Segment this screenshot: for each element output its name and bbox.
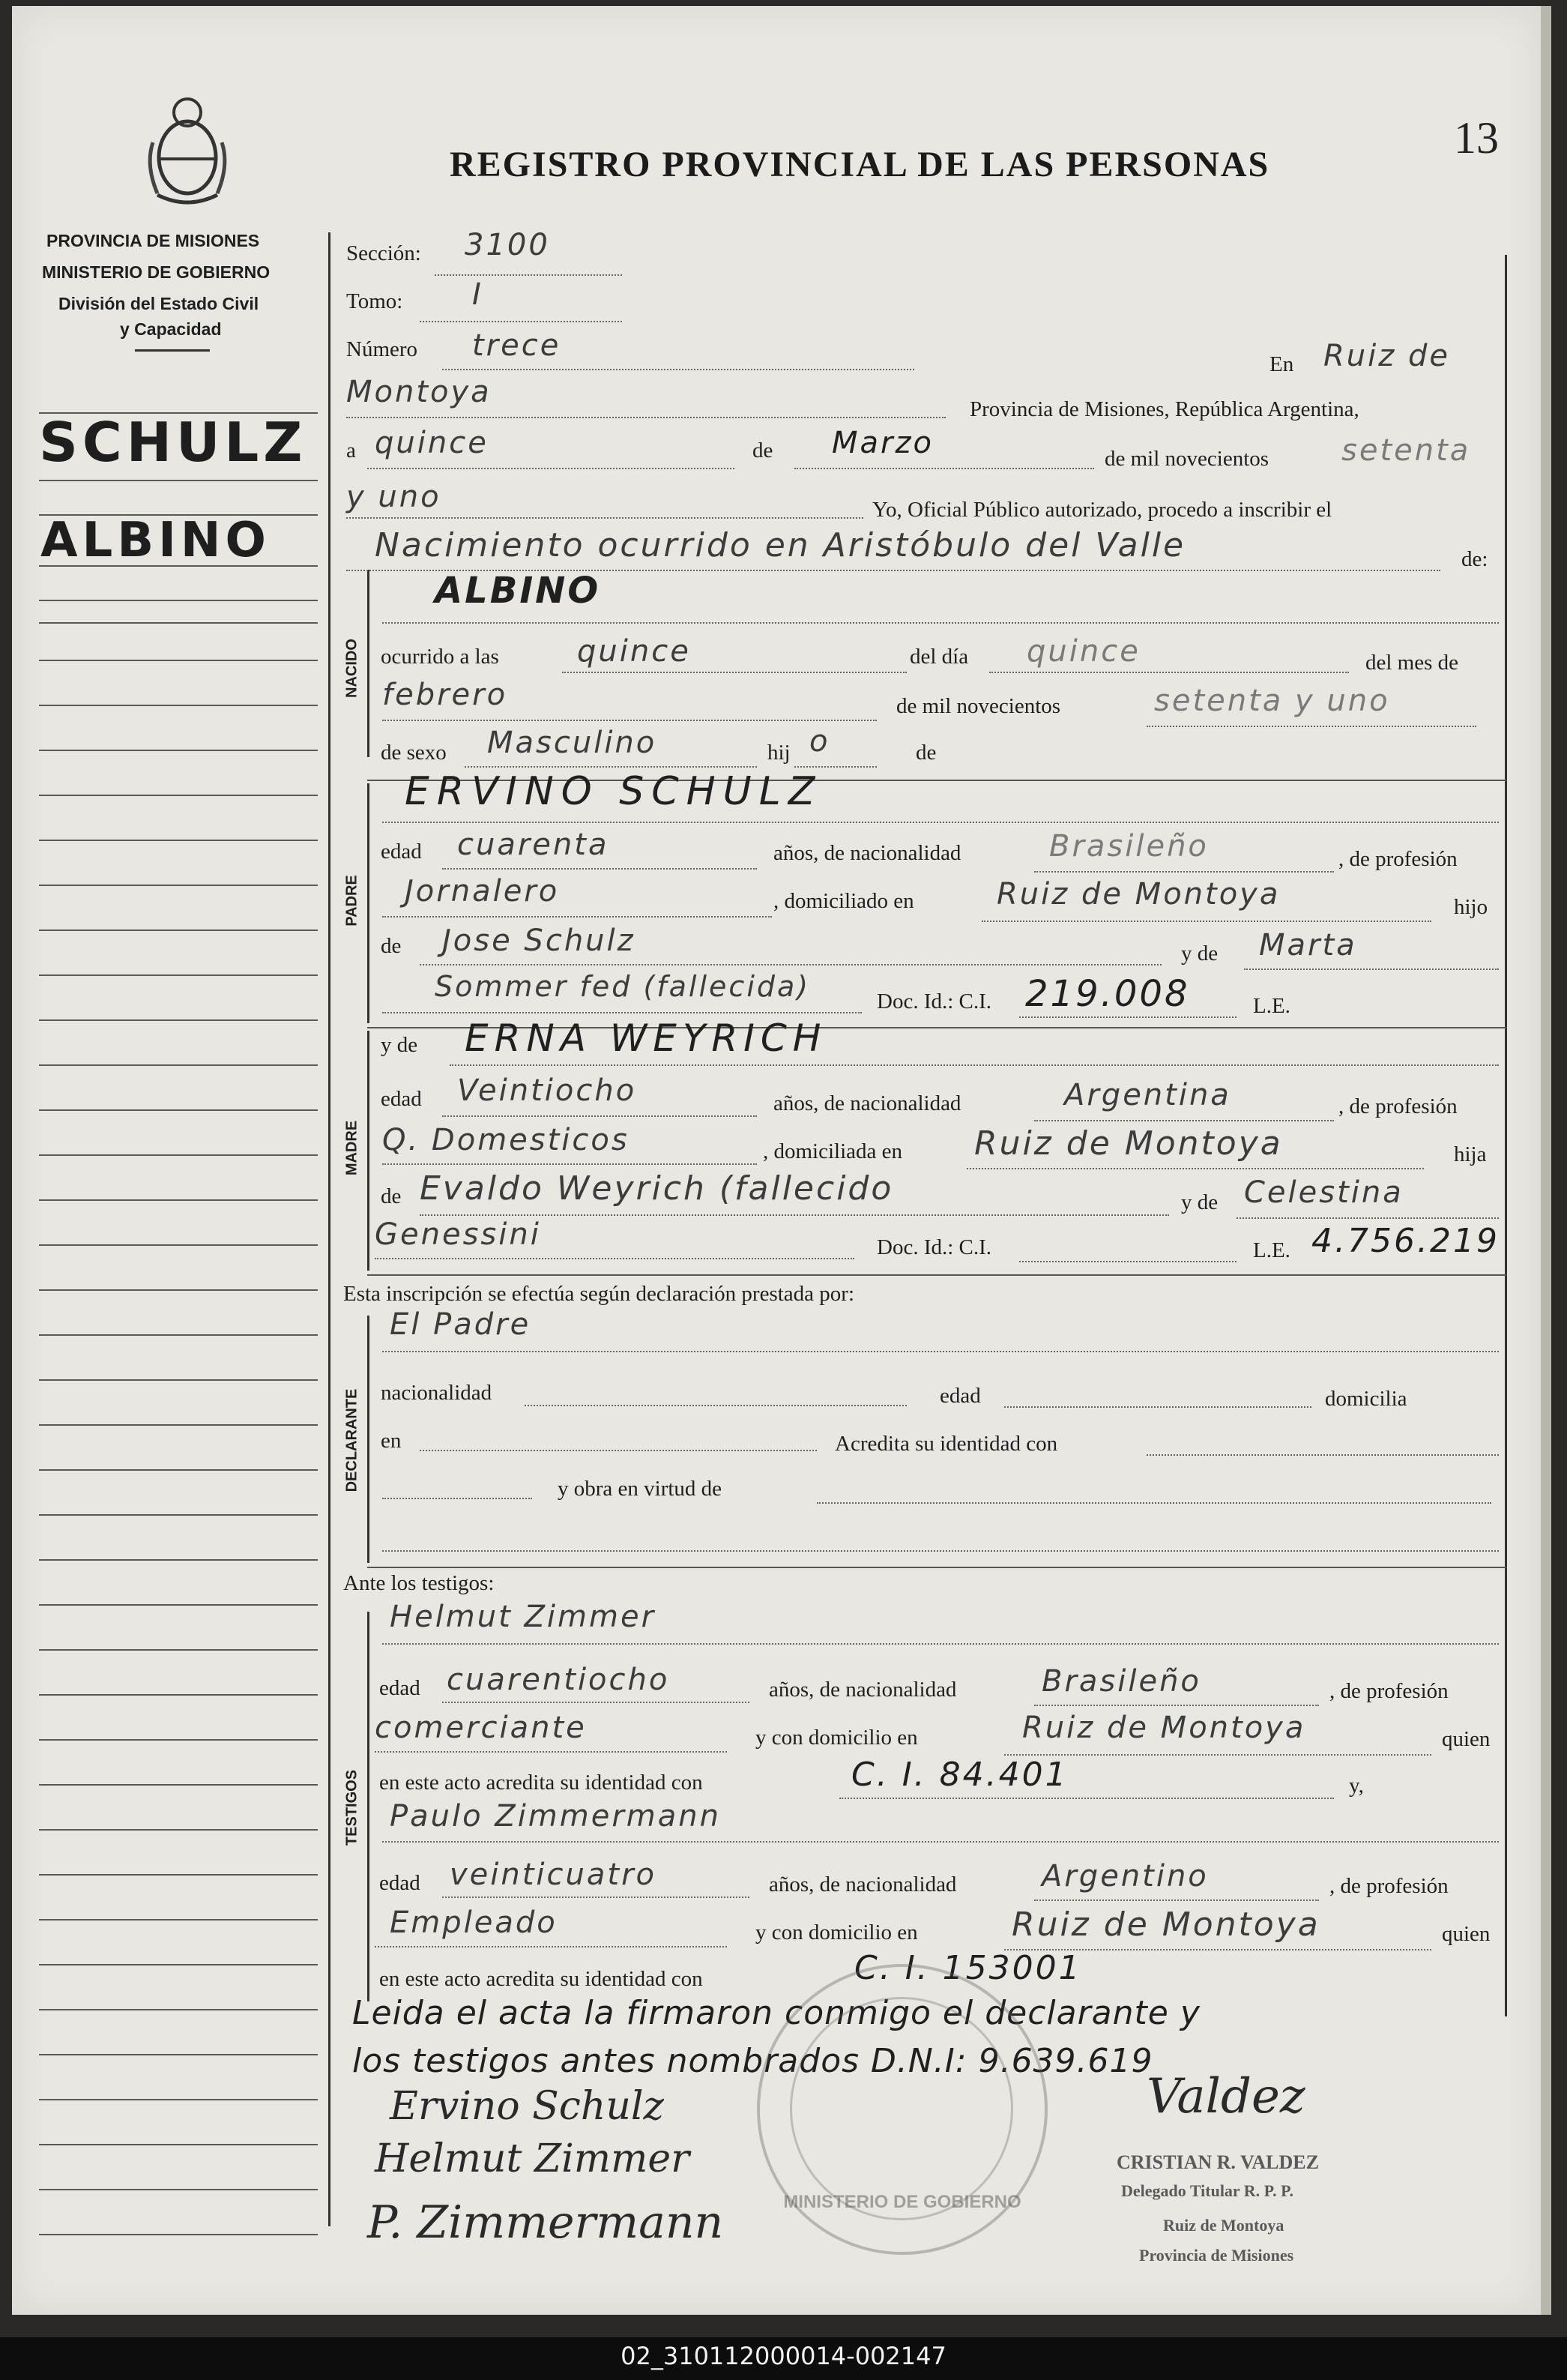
section-declarante: DECLARANTE	[343, 1388, 360, 1492]
label-ocurrido: ocurrido a las	[381, 645, 499, 669]
margin-line	[39, 1874, 318, 1876]
margin-line	[39, 885, 318, 886]
label-domiciliada: , domiciliada en	[763, 1139, 903, 1163]
margin-line	[39, 1514, 318, 1516]
dotted-line	[382, 1012, 862, 1013]
label-acredita: Acredita su identidad con	[835, 1432, 1058, 1456]
dotted-line	[1019, 1261, 1237, 1262]
label-profesion-t2: , de profesión	[1329, 1874, 1449, 1898]
dotted-line	[382, 720, 877, 721]
margin-line	[39, 795, 318, 796]
province-label: PROVINCIA DE MISIONES	[46, 231, 260, 250]
margin-line	[39, 1199, 318, 1201]
value-abuela-pat-2: Sommer fed (fallecida)	[435, 970, 811, 1003]
value-sexo: Masculino	[487, 726, 657, 760]
signature-testigo2: P. Zimmermann	[367, 2196, 724, 2249]
official-city: Ruiz de Montoya	[1163, 2216, 1284, 2235]
dotted-line	[420, 1214, 1169, 1216]
label-y-de-padre: y de	[1181, 942, 1219, 965]
margin-line	[39, 1154, 318, 1156]
margin-line	[39, 2054, 318, 2055]
margin-line	[39, 974, 318, 976]
margin-line	[39, 1739, 318, 1741]
value-testigo2-nombre: Paulo Zimmermann	[390, 1799, 721, 1834]
testigos-bracket	[367, 1612, 369, 2001]
dotted-line	[420, 321, 622, 322]
section-nacido: NACIDO	[343, 639, 360, 698]
stamp-text: MINISTERIO DE GOBIERNO	[783, 2192, 1021, 2212]
value-testigo2-dom: Ruiz de Montoya	[1012, 1905, 1320, 1944]
value-testigo1-prof: comerciante	[375, 1711, 587, 1745]
dotted-line	[382, 1643, 1499, 1645]
value-hij-suffix: o	[809, 724, 830, 759]
value-padre-ci: 219.008	[1025, 973, 1190, 1015]
label-quien-t1: quien	[1442, 1727, 1491, 1751]
margin-given-name: ALBINO	[40, 513, 271, 568]
dotted-line	[435, 274, 622, 276]
margin-line	[39, 2099, 318, 2100]
margin-line	[39, 622, 318, 624]
label-inscripcion: Esta inscripción se efectúa según declaración prestada por:	[343, 1282, 855, 1306]
label-le-padre: L.E.	[1253, 994, 1290, 1018]
value-madre-nac: Argentina	[1064, 1078, 1231, 1112]
margin-line	[39, 1964, 318, 1965]
dotted-line	[367, 468, 734, 469]
margin-line	[39, 565, 318, 567]
dotted-line	[525, 1405, 907, 1406]
division-label: División del Estado Civil	[58, 294, 259, 313]
label-domicilia: domicilia	[1325, 1387, 1407, 1411]
label-edad-padre: edad	[381, 840, 422, 864]
dotted-line	[346, 417, 946, 418]
label-del-dia: del día	[910, 645, 969, 669]
label-doc-madre: Doc. Id.: C.I.	[877, 1235, 992, 1259]
value-padre-edad: cuarenta	[457, 828, 609, 862]
value-padre-dom: Ruiz de Montoya	[997, 877, 1281, 912]
label-nacionalidad-decl: nacionalidad	[381, 1381, 492, 1405]
section-madre: MADRE	[343, 1120, 360, 1176]
dotted-line	[382, 622, 1499, 624]
value-testigo1-nombre: Helmut Zimmer	[390, 1600, 656, 1634]
section-divider	[367, 1567, 1506, 1568]
margin-line	[39, 1334, 318, 1336]
margin-line	[39, 1604, 318, 1606]
label-acredita-t1: en este acto acredita su identidad con	[379, 1771, 703, 1795]
label-le-madre: L.E.	[1253, 1238, 1290, 1262]
dotted-line	[562, 672, 907, 673]
label-de-abuelo: de	[381, 934, 402, 958]
label-de-mil-novecientos: de mil novecientos	[1105, 447, 1269, 471]
margin-line	[39, 1649, 318, 1651]
dotted-line	[382, 1163, 757, 1165]
margin-line	[39, 480, 318, 481]
margin-line	[39, 1019, 318, 1021]
value-testigo2-edad: veinticuatro	[450, 1858, 656, 1892]
label-nacionalidad-t1: años, de nacionalidad	[769, 1678, 957, 1702]
value-mes-nac: febrero	[382, 678, 508, 712]
label-profesion-t1: , de profesión	[1329, 1679, 1449, 1703]
label-profesion-padre: , de profesión	[1338, 847, 1458, 871]
value-dia: quince	[375, 426, 489, 460]
section-testigos: TESTIGOS	[343, 1769, 360, 1846]
margin-line	[39, 660, 318, 661]
value-numero: trece	[472, 328, 561, 363]
dotted-line	[382, 822, 1499, 823]
padre-bracket	[367, 783, 369, 1023]
value-abuelo-pat: Jose Schulz	[442, 924, 635, 958]
dotted-line	[382, 1550, 1499, 1552]
margin-line	[39, 705, 318, 706]
value-abuela-pat-1: Marta	[1259, 928, 1357, 962]
value-madre-dom: Ruiz de Montoya	[974, 1124, 1283, 1163]
value-anio-1: setenta	[1341, 433, 1471, 468]
label-ante-testigos: Ante los testigos:	[343, 1571, 495, 1595]
margin-line	[39, 1379, 318, 1381]
value-padre-prof: Jornalero	[405, 874, 560, 909]
label-edad-t2: edad	[379, 1871, 420, 1895]
dotted-line	[442, 1702, 749, 1703]
margin-line	[39, 930, 318, 931]
label-de-abuelo-mat: de	[381, 1184, 402, 1208]
dotted-line	[967, 1168, 1424, 1169]
dotted-line	[1034, 1900, 1319, 1901]
label-hijo: hijo	[1454, 895, 1488, 919]
closing-line-2: los testigos antes nombrados D.N.I: 9.639.619	[352, 2042, 1153, 2080]
margin-line	[39, 840, 318, 841]
label-del-mes: del mes de	[1365, 651, 1459, 675]
margin-line	[39, 1424, 318, 1426]
dotted-line	[442, 1897, 749, 1898]
label-numero: Número	[346, 337, 418, 361]
label-hija: hija	[1454, 1142, 1487, 1166]
label-nacionalidad-padre: años, de nacionalidad	[773, 841, 961, 865]
dotted-line	[375, 1258, 854, 1259]
margin-line	[39, 514, 318, 516]
dotted-line	[346, 517, 863, 519]
label-domiciliado: , domiciliado en	[773, 889, 914, 913]
dotted-line	[982, 921, 1431, 922]
dotted-line	[1034, 871, 1334, 873]
dotted-line	[1237, 1217, 1499, 1219]
madre-bracket	[367, 1031, 369, 1271]
label-y-de-madre: y de	[381, 1033, 418, 1057]
value-madre-le: 4.756.219	[1311, 1222, 1500, 1260]
dotted-line	[1034, 1705, 1319, 1706]
label-a: a	[346, 439, 356, 463]
margin-line	[39, 1289, 318, 1291]
label-domicilio-t2: y con domicilio en	[755, 1920, 918, 1944]
dotted-line	[450, 1064, 1499, 1066]
dotted-line	[382, 916, 772, 918]
official-role: Delegado Titular R. P. P.	[1121, 2181, 1294, 2200]
dotted-line	[382, 1841, 1499, 1843]
value-madre-nombre: ERNA WEYRICH	[465, 1016, 827, 1060]
ministry-label: MINISTERIO DE GOBIERNO	[42, 262, 271, 282]
official-name: CRISTIAN R. VALDEZ	[1117, 2151, 1319, 2173]
dotted-line	[375, 1946, 727, 1947]
closing-line-1: Leida el acta la firmaron conmigo el declarante y	[352, 1994, 1201, 2032]
value-testigo2-nac: Argentino	[1042, 1859, 1209, 1894]
official-stamp	[757, 1964, 1048, 2255]
label-edad-decl: edad	[940, 1384, 981, 1408]
signature-declarante: Ervino Schulz	[390, 2084, 664, 2129]
right-rule	[1505, 255, 1507, 2016]
value-testigo2-prof: Empleado	[390, 1905, 558, 1940]
signature-testigo1: Helmut Zimmer	[375, 2136, 689, 2181]
dotted-line	[989, 672, 1349, 673]
section-divider	[367, 1274, 1506, 1276]
value-testigo1-ci: C. I. 84.401	[851, 1756, 1069, 1794]
dotted-line	[1147, 726, 1476, 727]
header-divider	[135, 349, 210, 352]
signature-oficial: Valdez	[1147, 2069, 1305, 2124]
dotted-line	[1244, 968, 1499, 970]
label-en-decl: en	[381, 1429, 402, 1453]
margin-line	[39, 2189, 318, 2190]
dotted-line	[1147, 1454, 1499, 1456]
margin-rule	[328, 232, 330, 2226]
margin-line	[39, 412, 318, 414]
margin-line	[39, 1109, 318, 1111]
value-anio-2: y uno	[346, 480, 441, 514]
label-edad-madre: edad	[381, 1087, 422, 1111]
dotted-line	[442, 369, 914, 370]
value-abuela-mat-1: Celestina	[1244, 1175, 1404, 1210]
value-padre-nombre: ERVINO SCHULZ	[405, 769, 823, 814]
label-provincia: Provincia de Misiones, República Argentina,	[970, 397, 1359, 421]
dotted-line	[1004, 1406, 1311, 1408]
value-anio-nac: setenta y uno	[1154, 684, 1390, 718]
margin-line	[39, 1694, 318, 1696]
dotted-line	[382, 1498, 532, 1499]
value-acto: Nacimiento ocurrido en Aristóbulo del Valle	[375, 526, 1186, 564]
margin-line	[39, 600, 318, 601]
margin-line	[39, 750, 318, 751]
value-seccion: 3100	[465, 228, 550, 262]
dotted-line	[382, 1351, 1499, 1352]
dotted-line	[1019, 1016, 1237, 1018]
label-y-obra: y obra en virtud de	[558, 1477, 722, 1501]
label-en: En	[1269, 352, 1294, 376]
dotted-line	[442, 868, 757, 870]
label-mil-novecientos-nac: de mil novecientos	[896, 694, 1061, 718]
value-madre-prof: Q. Domesticos	[382, 1123, 629, 1157]
value-abuela-mat-2: Genessini	[375, 1217, 541, 1252]
dotted-line	[442, 1115, 757, 1117]
value-madre-edad: Veintiocho	[457, 1073, 637, 1108]
label-domicilio-t1: y con domicilio en	[755, 1726, 918, 1750]
dotted-line	[1034, 1120, 1334, 1121]
value-mes: Marzo	[832, 426, 934, 460]
label-nacionalidad-t2: años, de nacionalidad	[769, 1873, 957, 1897]
margin-line	[39, 1244, 318, 1246]
value-tomo: I	[472, 277, 483, 312]
value-padre-nac: Brasileño	[1049, 829, 1209, 864]
dotted-line	[817, 1502, 1491, 1504]
label-de: de	[752, 439, 773, 463]
dotted-line	[465, 766, 757, 768]
value-nombre: ALBINO	[435, 570, 601, 612]
value-testigo2-ci: C. I. 153001	[854, 1949, 1082, 1987]
value-declarante: El Padre	[390, 1307, 531, 1342]
margin-line	[39, 1919, 318, 1920]
label-y-de-madre-2: y de	[1181, 1190, 1219, 1214]
label-tomo: Tomo:	[346, 289, 403, 313]
label-hij: hij	[767, 741, 791, 765]
value-testigo1-edad: cuarentiocho	[447, 1663, 670, 1697]
label-profesion-madre: , de profesión	[1338, 1094, 1458, 1118]
label-nacionalidad-madre: años, de nacionalidad	[773, 1091, 961, 1115]
value-hora: quince	[577, 634, 691, 669]
section-padre: PADRE	[343, 875, 360, 927]
stamp-inner-ring	[790, 1997, 1013, 2220]
label-de-colon: de:	[1461, 547, 1488, 571]
dotted-line	[420, 1450, 817, 1451]
value-dia-nac: quince	[1027, 634, 1141, 669]
label-edad-t1: edad	[379, 1676, 420, 1700]
value-abuelo-mat: Evaldo Weyrich (fallecido	[420, 1169, 894, 1208]
nacido-bracket	[367, 570, 369, 757]
margin-line	[39, 1469, 318, 1471]
official-province: Provincia de Misiones	[1139, 2246, 1294, 2265]
page-title: REGISTRO PROVINCIAL DE LAS PERSONAS	[450, 145, 1270, 184]
label-quien-t2: quien	[1442, 1922, 1491, 1946]
footer-filename: 02_310112000014-002147	[621, 2342, 946, 2370]
margin-line	[39, 1064, 318, 1066]
declarante-bracket	[367, 1316, 369, 1563]
dotted-line	[420, 964, 1162, 965]
label-y-comma: y,	[1349, 1774, 1364, 1798]
value-lugar-2: Montoya	[346, 375, 492, 409]
value-lugar-1: Ruiz de	[1323, 339, 1450, 373]
margin-line	[39, 2234, 318, 2235]
margin-line	[39, 1784, 318, 1786]
label-seccion: Sección:	[346, 241, 421, 265]
label-acredita-t2: en este acto acredita su identidad con	[379, 1967, 703, 1991]
coat-of-arms-icon	[142, 90, 232, 210]
label-sexo: de sexo	[381, 741, 447, 765]
margin-line	[39, 2144, 318, 2145]
label-doc-padre: Doc. Id.: C.I.	[877, 989, 992, 1013]
margin-line	[39, 1559, 318, 1561]
margin-surname: SCHULZ	[39, 411, 307, 474]
capacity-label: y Capacidad	[120, 319, 222, 339]
label-yo-oficial: Yo, Oficial Público autorizado, procedo a inscribir el	[872, 498, 1332, 522]
dotted-line	[375, 1751, 727, 1753]
dotted-line	[839, 1798, 1334, 1799]
dotted-line	[794, 766, 877, 768]
value-testigo1-dom: Ruiz de Montoya	[1022, 1711, 1306, 1745]
page-number: 13	[1454, 113, 1499, 163]
margin-line	[39, 2009, 318, 2010]
label-de-padre: de	[916, 741, 937, 765]
value-testigo1-nac: Brasileño	[1042, 1664, 1201, 1699]
margin-line	[39, 1829, 318, 1831]
dotted-line	[794, 468, 1094, 469]
